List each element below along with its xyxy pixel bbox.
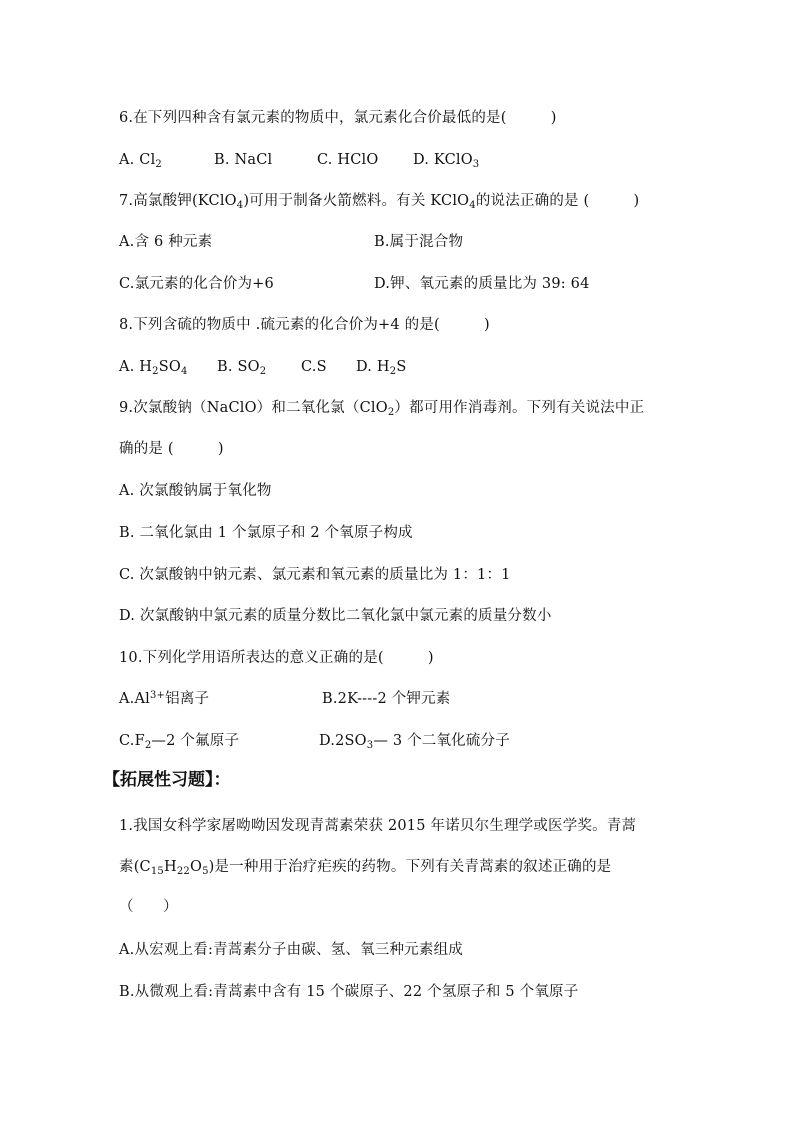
q7-option-d: D.钾、氧元素的质量比为 39: 64 (374, 276, 590, 292)
q6-option-c: C. HClO (317, 152, 379, 168)
q7-options-row1 (119, 232, 463, 252)
q9-stem-line2: 确的是 ( ) (119, 441, 224, 457)
q8-option-c: C.S (301, 359, 327, 375)
q6-option-b: B. NaCl (214, 152, 273, 168)
e1-stem-line1: 1.我国女科学家屠呦呦因发现青蒿素荣获 2015 年诺贝尔生理学或医学奖。青蒿 (119, 818, 637, 834)
section-heading: 【拓展性习题】： (103, 770, 231, 790)
e1-option-a: A.从宏观上看:青蒿素分子由碳、氢、氧三种元素组成 (119, 942, 463, 958)
e1-option-b: B.从微观上看:青蒿素中含有 15 个碳原子、22 个氢原子和 5 个氧原子 (119, 984, 579, 1000)
e1-stem-line2: 素$(C_{15}H_{22}O_5)$是一种用于治疗疟疾的药物。下列有关青蒿素的叙述正确的是 (119, 859, 612, 877)
q9-option-d: D. 次氯酸钠中氯元素的质量分数比二氧化氯中氯元素的质量分数小 (119, 608, 552, 624)
q10-options-row1 (119, 689, 451, 709)
e1-stem-line3: （ ） (119, 899, 178, 915)
q7-option-a: A.含 6 种元素 (119, 234, 213, 250)
q10-option-b: B.2K----2 个钾元素 (322, 691, 451, 707)
q8-option-d: D. $H_2S$ (356, 359, 407, 377)
q7-stem: 7.高氯酸钾(KClO$_4$)可用于制备火箭燃料。有关 KClO$_4$的说法正确的是 ( ) (119, 193, 640, 211)
q9-option-a: A. 次氯酸钠属于氧化物 (119, 483, 272, 499)
q7-option-b: B.属于混合物 (374, 234, 464, 250)
q7-options-row2 (119, 274, 590, 294)
q10-stem: 10.下列化学用语所表达的意义正确的是( ) (119, 650, 434, 666)
q6-stem: 6.在下列四种含有氯元素的物质中，氯元素化合价最低的是( ) (119, 110, 557, 126)
q8-stem: 8.下列含硫的物质中 .硫元素的化合价为+4 的是( ) (119, 317, 490, 333)
q6-options (119, 150, 479, 170)
q9-stem-line1: 9.次氯酸钠（NaClO）和二氧化氯（ClO$_2$）都可用作消毒剂。下列有关说法中正 (119, 400, 645, 418)
q9-option-c: C. 次氯酸钠中钠元素、氯元素和氧元素的质量比为 1：1：1 (119, 567, 511, 583)
q6-option-d: D. KClO$_3$ (413, 152, 480, 170)
q10-options-row2 (119, 731, 510, 751)
q8-options (119, 357, 406, 377)
q10-option-d: $D.2SO_3—$ 3 个二氧化硫分子 (319, 733, 510, 751)
q8-option-a: A. $H_2SO_4$ (119, 359, 188, 377)
q9-option-b: B. 二氧化氯由 1 个氯原子和 2 个氧原子构成 (119, 525, 413, 541)
q6-option-a: A. $Cl_2$ (119, 152, 162, 170)
q7-option-c: C.氯元素的化合价为+6 (119, 276, 274, 292)
q10-option-c: $C.F_2—2$ 个氟原子 (119, 733, 240, 751)
q10-option-a: $A.Al^{3+}$铝离子 (119, 690, 210, 707)
q8-option-b: B. $SO_2$ (217, 359, 267, 377)
